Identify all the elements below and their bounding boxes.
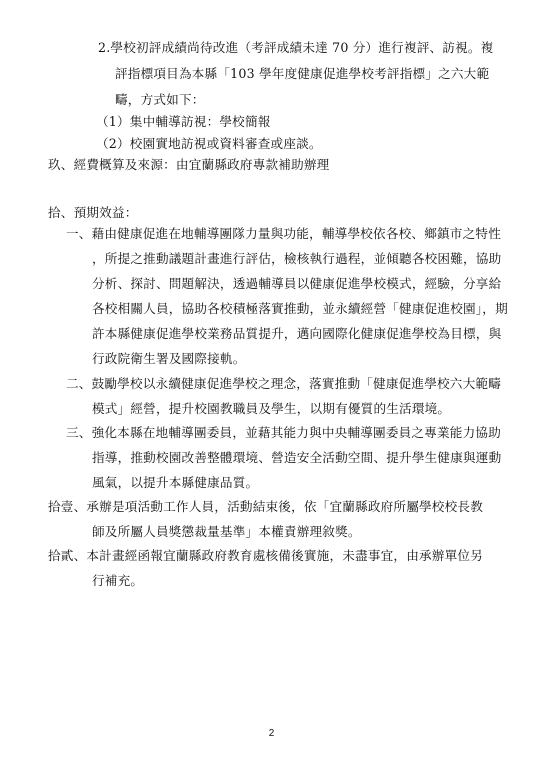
- benefit-1-line-2: ，所提之推動議題計畫進行評估，檢核執行過程，並傾聽各校困難，協助: [92, 251, 502, 266]
- benefit-1-line-6: 行政院衛生署及國際接軌。: [92, 351, 246, 366]
- benefit-3-line-1: 三、強化本縣在地輔導團委員，並藉其能力與中央輔導團委員之專業能力協助: [66, 425, 501, 440]
- section-10-heading: 拾、預期效益：: [48, 205, 138, 220]
- benefit-1-line-5: 許本縣健康促進學校業務品質提升，邁向國際化健康促進學校為目標，與: [92, 326, 502, 341]
- item-2-line-1: 2.學校初評成績尚待改進（考評成績未達 70 分）進行複評、訪視。複: [98, 40, 494, 55]
- benefit-3-line-3: 風氣，以提升本縣健康品質。: [92, 475, 259, 490]
- item-2-sub-2: （2）校園實地訪視或資料審查或座談。: [96, 136, 322, 151]
- item-2-sub-1: （1）集中輔導訪視：學校簡報: [96, 114, 271, 129]
- benefit-2-line-2: 模式」經營，提升校園教職員及學生，以期有優質的生活環境。: [92, 401, 451, 416]
- benefit-1-line-4: 各校相關人員，協助各校積極落實推動，並永續經營「健康促進校園」，期: [92, 301, 508, 316]
- benefit-2-line-1: 二、鼓勵學校以永續健康促進學校之理念，落實推動「健康促進學校六大範疇: [66, 376, 501, 391]
- section-11-line-2: 師及所屬人員獎懲裁量基準」本權責辦理敘獎。: [92, 524, 361, 539]
- benefit-3-line-2: 指導，推動校園改善整體環境、營造安全活動空間、提升學生健康與運動: [92, 450, 502, 465]
- section-12-line-2: 行補充。: [92, 573, 144, 588]
- page-number: 2: [268, 728, 275, 739]
- item-2-line-3: 疇，方式如下：: [115, 92, 205, 107]
- section-9-text: 玖、經費概算及來源：由宜蘭縣政府專款補助辦理: [48, 157, 330, 172]
- section-12-line-1: 拾貳、本計畫經函報宜蘭縣政府教育處核備後實施，未盡事宜，由承辦單位另: [48, 548, 483, 563]
- benefit-1-line-3: 分析、探討、問題解決，透過輔導員以健康促進學校模式，經驗，分享給: [92, 276, 502, 291]
- section-11-line-1: 拾壹、承辦是項活動工作人員，活動結束後，依「宜蘭縣政府所屬學校校長教: [48, 499, 483, 514]
- benefit-1-line-1: 一、藉由健康促進在地輔導團隊力量與功能，輔導學校依各校、鄉鎮市之特性: [66, 226, 501, 241]
- item-2-line-2: 評指標項目為本縣「103 學年度健康促進學校考評指標」之六大範: [115, 66, 490, 81]
